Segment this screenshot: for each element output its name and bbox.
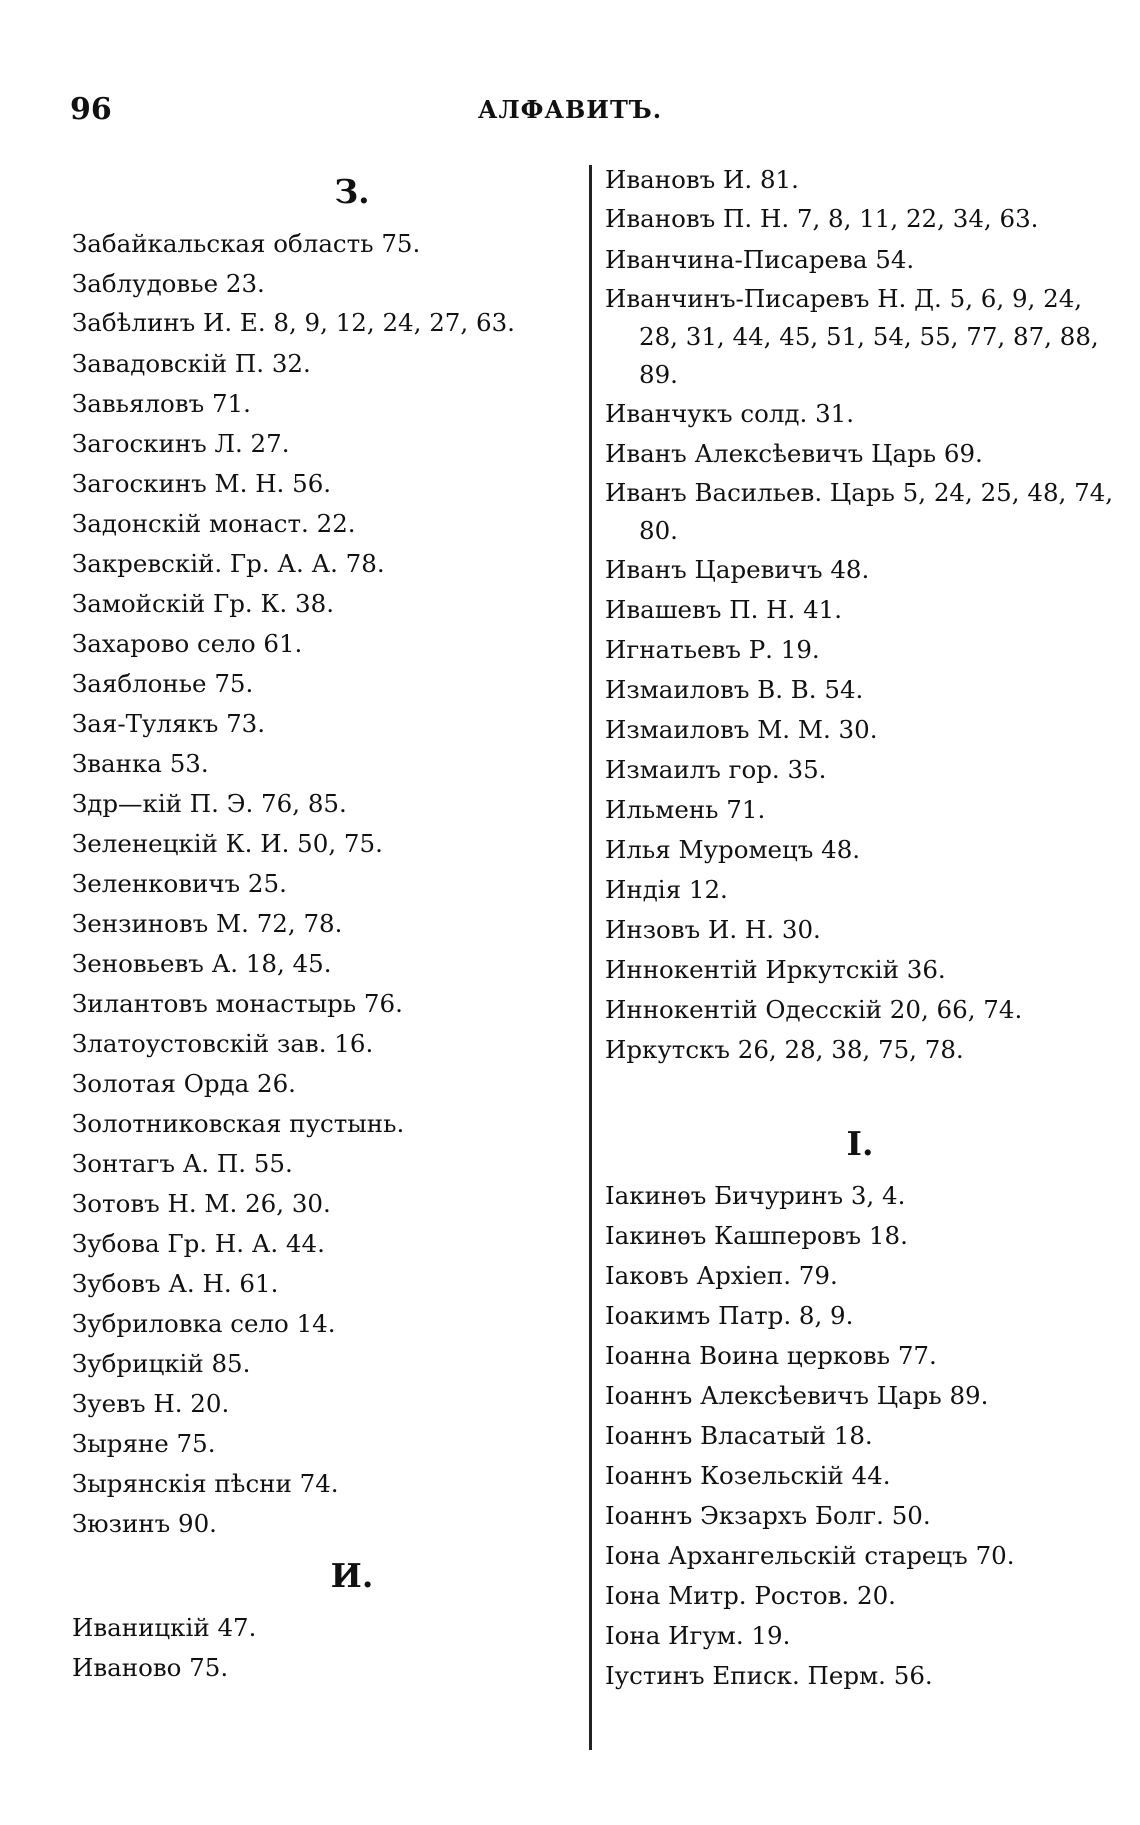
index-list-ii <box>605 1176 1115 1696</box>
right-column <box>605 160 1115 1696</box>
index-entry: Зотовъ Н. М. 26, 30. <box>72 1189 331 1218</box>
index-entry: Іакинѳъ Кашперовъ 18. <box>605 1221 908 1250</box>
index-list-i <box>72 1608 572 1688</box>
index-entry: Иванчукъ солд. 31. <box>605 399 855 428</box>
index-entry: Зырянскія пѣсни 74. <box>72 1469 339 1498</box>
section-heading-z: З. <box>334 172 370 211</box>
index-list-i-continued <box>605 160 1115 1070</box>
index-entry: Зилантовъ монастырь 76. <box>72 989 403 1018</box>
index-entry: Зубова Гр. Н. А. 44. <box>72 1229 325 1258</box>
index-entry: Иванъ Алексѣевичъ Царь 69. <box>605 439 983 468</box>
index-entry: Зубриловка село 14. <box>72 1309 336 1338</box>
index-entry: Золотая Орда 26. <box>72 1069 296 1098</box>
index-entry: Иванчина-Писарева 54. <box>605 245 915 274</box>
index-entry: Иркутскъ 26, 28, 38, 75, 78. <box>605 1035 964 1064</box>
index-entry: Іона Архангельскій старецъ 70. <box>605 1541 1015 1570</box>
index-entry: Ивановъ П. Н. 7, 8, 11, 22, 34, 63. <box>605 204 1039 233</box>
index-entry: Заблудовье 23. <box>72 269 265 298</box>
index-entry: Загоскинъ Л. 27. <box>72 429 290 458</box>
index-entry: Инзовъ И. Н. 30. <box>605 915 821 944</box>
index-entry: Іоаннъ Экзархъ Болг. 50. <box>605 1501 931 1530</box>
page-title: АЛФАВИТЪ. <box>477 95 663 124</box>
index-entry: Иванъ Васильев. Царь 5, 24, 25, 48, 74, 80. <box>605 478 1114 545</box>
index-entry: Ивашевъ П. Н. 41. <box>605 595 843 624</box>
index-entry: Зеленецкій К. И. 50, 75. <box>72 829 383 858</box>
index-entry: Игнатьевъ Р. 19. <box>605 635 820 664</box>
index-entry: Золотниковская пустынь. <box>72 1109 405 1138</box>
index-entry: Іоакимъ Патр. 8, 9. <box>605 1301 854 1330</box>
index-entry: Зая-Тулякъ 73. <box>72 709 266 738</box>
index-entry: Загоскинъ М. Н. 56. <box>72 469 332 498</box>
index-entry: Илья Муромецъ 48. <box>605 835 861 864</box>
index-entry: Зюзинъ 90. <box>72 1509 217 1538</box>
index-entry: Завадовскій П. 32. <box>72 349 311 378</box>
left-column <box>72 160 572 1688</box>
index-entry: Іоаннъ Козельскій 44. <box>605 1461 891 1490</box>
index-entry: Индія 12. <box>605 875 728 904</box>
page-number: 96 <box>70 92 112 127</box>
index-entry: Зеновьевъ А. 18, 45. <box>72 949 332 978</box>
index-entry: Іона Игум. 19. <box>605 1621 791 1650</box>
index-entry: Іустинъ Еписк. Перм. 56. <box>605 1661 933 1690</box>
index-entry: Измаиловъ В. В. 54. <box>605 675 864 704</box>
index-entry: Зензиновъ М. 72, 78. <box>72 909 343 938</box>
index-entry: Иннокентій Иркутскій 36. <box>605 955 946 984</box>
index-entry: Иванчинъ-Писаревъ Н. Д. 5, 6, 9, 24, 28, 31, 44, 45, 51, 54, 55, 77, 87, 88, 89. <box>605 284 1099 389</box>
index-entry: Заяблонье 75. <box>72 669 254 698</box>
index-entry: Закревскій. Гр. А. А. 78. <box>72 549 385 578</box>
index-entry: Златоустовскій зав. 16. <box>72 1029 374 1058</box>
index-entry: Іоаннъ Алексѣевичъ Царь 89. <box>605 1381 989 1410</box>
index-entry: Званка 53. <box>72 749 209 778</box>
index-list-z <box>72 224 572 1544</box>
index-entry: Іоанна Воина церковь 77. <box>605 1341 937 1370</box>
index-entry: Забѣлинъ И. Е. 8, 9, 12, 24, 27, 63. <box>72 308 515 337</box>
section-heading-i: И. <box>330 1556 374 1595</box>
index-entry: Иннокентій Одесскій 20, 66, 74. <box>605 995 1023 1024</box>
index-entry: Іоаннъ Власатый 18. <box>605 1421 873 1450</box>
index-entry: Іона Митр. Ростов. 20. <box>605 1581 896 1610</box>
index-entry: Измаиловъ М. М. 30. <box>605 715 878 744</box>
index-entry: Иванъ Царевичъ 48. <box>605 555 870 584</box>
index-entry: Завьяловъ 71. <box>72 389 251 418</box>
index-entry: Ивановъ И. 81. <box>605 165 799 194</box>
index-entry: Зонтагъ А. П. 55. <box>72 1149 293 1178</box>
index-entry: Забайкальская область 75. <box>72 229 421 258</box>
index-entry: Зыряне 75. <box>72 1429 216 1458</box>
index-entry: Іакинѳъ Бичуринъ 3, 4. <box>605 1181 906 1210</box>
index-entry: Ильмень 71. <box>605 795 766 824</box>
index-entry: Іаковъ Архіеп. 79. <box>605 1261 838 1290</box>
index-entry: Зубрицкій 85. <box>72 1349 251 1378</box>
index-entry: Захарово село 61. <box>72 629 303 658</box>
index-entry: Зеленковичъ 25. <box>72 869 287 898</box>
index-entry: Зуевъ Н. 20. <box>72 1389 230 1418</box>
index-entry: Измаилъ гор. 35. <box>605 755 827 784</box>
index-entry: Замойскій Гр. К. 38. <box>72 589 334 618</box>
index-entry: Иваницкій 47. <box>72 1613 257 1642</box>
section-heading-ii: І. <box>846 1124 874 1163</box>
index-entry: Зубовъ А. Н. 61. <box>72 1269 279 1298</box>
index-entry: Иваново 75. <box>72 1653 229 1682</box>
column-divider <box>589 165 592 1750</box>
index-entry: Задонскій монаст. 22. <box>72 509 356 538</box>
index-entry: Здр—кій П. Э. 76, 85. <box>72 789 347 818</box>
